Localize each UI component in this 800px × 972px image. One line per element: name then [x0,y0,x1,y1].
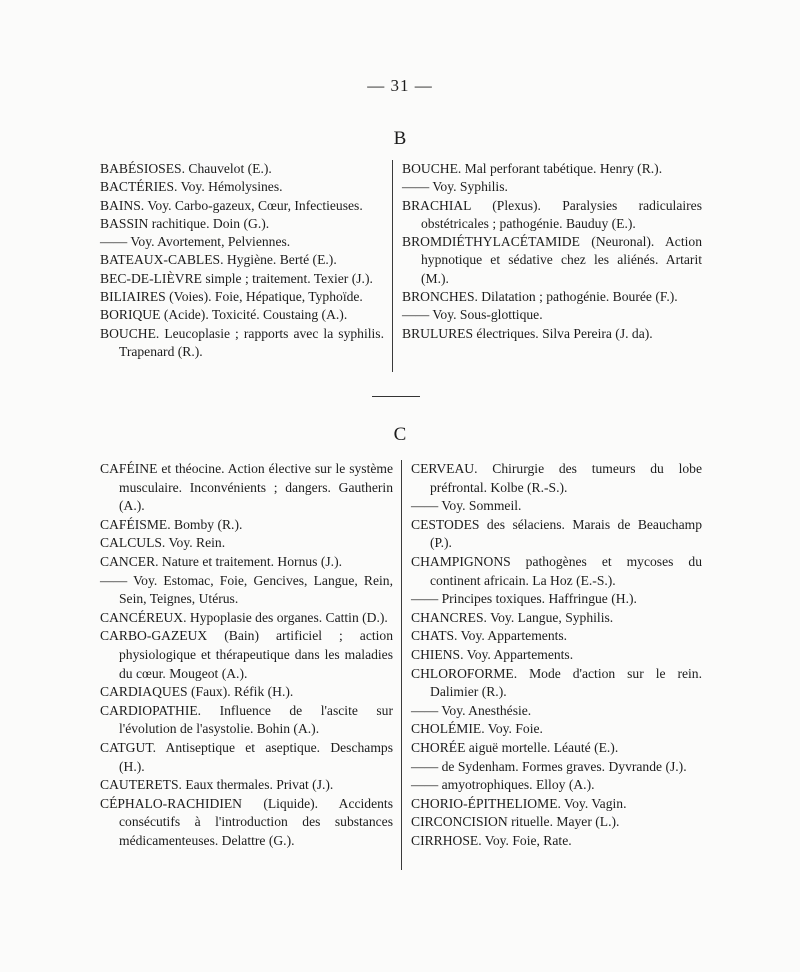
index-entry: CHOLÉMIE. Voy. Foie. [411,721,543,737]
index-entry: CIRRHOSE. Voy. Foie, Rate. [411,832,572,848]
index-entry: —— Voy. Anesthésie. [411,702,532,718]
section-divider-rule [372,396,420,397]
index-entry: CHLOROFORME. Mode d'action sur le rein. Dalimier (R.). [411,665,702,700]
section-c-right-column [401,460,702,870]
section-b-right-column [392,160,702,372]
index-entry: —— Voy. Syphilis. [402,179,508,195]
index-entry: BROMDIÉTHYLACÉTAMIDE (Neuronal). Action hypnotique et sédative chez les aliénés. Artarit (M.). [402,234,702,286]
index-entry: BEC-DE-LIÈVRE simple ; traitement. Texier (J.). [100,270,373,286]
index-entry: CARBO-GAZEUX (Bain) artificiel ; action physiologique et thérapeutique dans les maladies du cœur. Mougeot (A.). [100,628,393,681]
index-entry: CHORIO-ÉPITHELIOME. Voy. Vagin. [411,795,627,811]
index-entry: CHAMPIGNONS pathogènes et mycoses du continent africain. La Hoz (E.-S.). [411,553,702,588]
section-c-columns [100,460,702,870]
section-letter-b: B [393,128,407,149]
section-c-left-column [100,460,401,870]
index-entry: BOUCHE. Mal perforant tabétique. Henry (R.). [402,161,663,176]
index-entry: BRACHIAL (Plexus). Paralysies radiculaires obstétricales ; pathogénie. Bauduy (E.). [402,197,702,231]
page-number: — 31 — [367,76,433,95]
index-entry: CATGUT. Antiseptique et aseptique. Deschamps (H.). [100,739,393,774]
index-entry: BABÉSIOSES. Chauvelot (E.). [100,161,272,176]
index-entry: BATEAUX-CABLES. Hygiène. Berté (E.). [100,252,337,268]
index-entry: —— amyotrophiques. Elloy (A.). [411,777,595,793]
index-entry: CHORÉE aiguë mortelle. Léauté (E.). [411,739,619,755]
index-entry: BORIQUE (Acide). Toxicité. Coustaing (A.). [100,307,348,323]
index-entry: —— Voy. Estomac, Foie, Gencives, Langue, Rein, Sein, Teignes, Utérus. [100,572,393,607]
index-entry: CAFÉINE et théocine. Action élective sur le système musculaire. Inconvénients ; dangers. Gautherin (A.). [100,461,393,514]
index-entry: CANCÉREUX. Hypoplasie des organes. Cattin (D.). [100,609,388,625]
index-entry: BOUCHE. Leucoplasie ; rapports avec la syphilis. Trapenard (R.). [100,325,384,359]
index-entry: BILIAIRES (Voies). Foie, Hépatique, Typhoïde. [100,289,363,305]
index-entry: BASSIN rachitique. Doin (G.). [100,215,270,231]
index-entry: CESTODES des sélaciens. Marais de Beauchamp (P.). [411,516,702,551]
index-entry: CHANCRES. Voy. Langue, Syphilis. [411,609,614,625]
index-entry: CIRCONCISION rituelle. Mayer (L.). [411,814,620,830]
index-entry: —— de Sydenham. Formes graves. Dyvrande (J.). [411,758,687,774]
section-b-left-column [100,160,392,372]
index-entry: BAINS. Voy. Carbo-gazeux, Cœur, Infectieuses. [100,197,363,213]
index-entry: CHATS. Voy. Appartements. [411,628,568,644]
index-entry: CANCER. Nature et traitement. Hornus (J.). [100,553,342,569]
index-entry: BACTÉRIES. Voy. Hémolysines. [100,179,283,195]
index-entry: CÉPHALO-RACHIDIEN (Liquide). Accidents consécutifs à l'introduction des substances médicamenteuses. Delattre (G.). [100,795,393,848]
index-entry: CAUTERETS. Eaux thermales. Privat (J.). [100,777,334,793]
index-entry: —— Voy. Avortement, Pelviennes. [100,234,291,250]
index-entry: —— Principes toxiques. Haffringue (H.). [411,591,637,607]
index-entry: CARDIOPATHIE. Influence de l'ascite sur l'évolution de l'asystolie. Bohin (A.). [100,702,393,737]
index-entry: CHIENS. Voy. Appartements. [411,646,574,662]
index-entry: BRULURES électriques. Silva Pereira (J. da). [402,325,653,341]
index-entry: CAFÉISME. Bomby (R.). [100,516,243,532]
section-letter-c: C [393,424,407,445]
index-entry: —— Voy. Sous-glottique. [402,307,543,323]
section-b-columns [100,160,702,372]
index-entry: —— Voy. Sommeil. [411,498,522,514]
index-entry: CARDIAQUES (Faux). Réfik (H.). [100,684,294,700]
index-entry: BRONCHES. Dilatation ; pathogénie. Bourée (F.). [402,289,678,305]
index-entry: CERVEAU. Chirurgie des tumeurs du lobe préfrontal. Kolbe (R.-S.). [411,461,702,495]
index-entry: CALCULS. Voy. Rein. [100,535,226,551]
